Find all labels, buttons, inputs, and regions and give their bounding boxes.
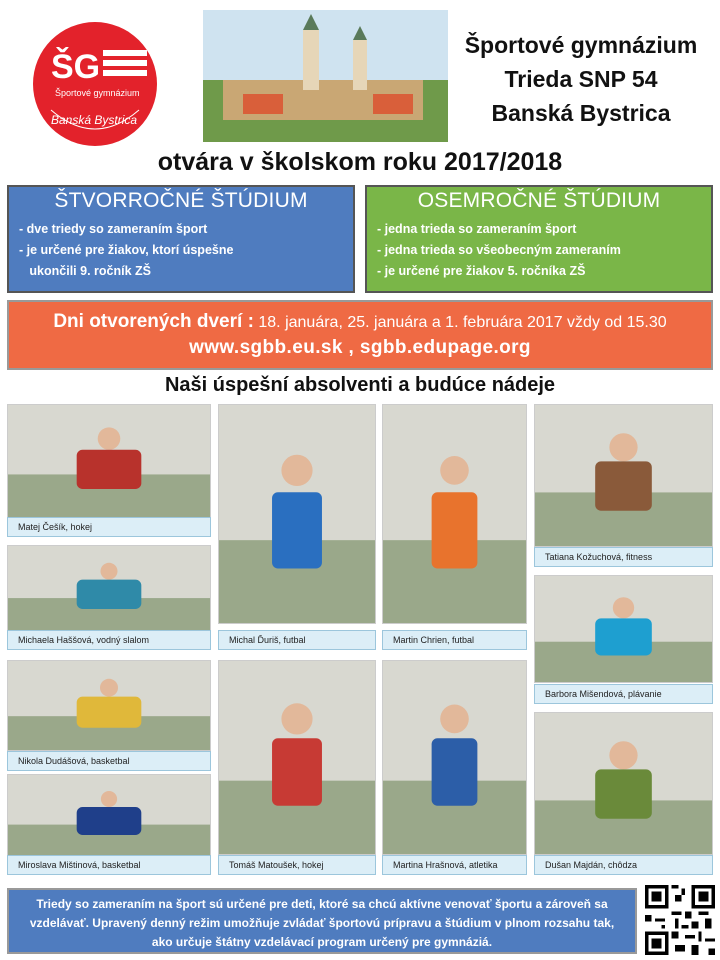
alumni-caption: Michaela Haššová, vodný slalom: [7, 630, 211, 650]
fitness-photo: [534, 404, 713, 547]
eight-year-item: - je určené pre žiakov 5. ročníka ZŠ: [377, 264, 586, 278]
school-address-line: Trieda SNP 54: [504, 66, 658, 92]
footer-note: Triedy so zameraním na šport sú určené pre deti, ktoré sa chcú aktívne venovať športu a zároveň sa vzdelávať. Upravený denný režim umožňuje zvládať športovú prípravu a štúdium v plnom rozsahu tak, ako určuje štátny vzdelávací program určený pre gymnáziá.: [7, 888, 637, 954]
footballer-photo: [218, 404, 376, 624]
eight-year-title: OSEMROČNÉ ŠTÚDIUM: [417, 189, 661, 212]
school-logo: [31, 20, 159, 148]
athlete-photo: [382, 660, 527, 855]
race-walker-photo: [534, 712, 713, 855]
four-year-item: - dve triedy so zameraním šport: [19, 222, 208, 236]
alumni-caption: Tomáš Matoušek, hokej: [218, 855, 376, 875]
alumni-caption: Nikola Dudášová, basketbal: [7, 751, 211, 771]
four-year-item: - je určené pre žiakov, ktorí úspešne: [19, 243, 234, 257]
alumni-caption: Miroslava Mištinová, basketbal: [7, 855, 211, 875]
basketball-player-photo: [7, 774, 211, 856]
svg-text:ŠG: ŠG: [51, 48, 101, 86]
four-year-item: ukončili 9. ročník ZŠ: [19, 264, 151, 278]
alumni-caption: Tatiana Kožuchová, fitness: [534, 547, 713, 567]
open-days-dates: 18. januára, 25. januára a 1. februára 2017 vždy od 15.30: [258, 314, 667, 331]
four-year-program-box: [7, 185, 355, 293]
svg-text:Športové gymnázium: Športové gymnázium: [55, 88, 140, 98]
footballer-photo: [382, 404, 527, 624]
opening-heading: otvára v školskom roku 2017/2018: [157, 148, 563, 176]
school-name: [450, 28, 712, 130]
eight-year-item: - jedna trieda so zameraním šport: [377, 222, 577, 236]
alumni-caption: Michal Ďuriš, futbal: [218, 630, 376, 650]
school-name-line: Športové gymnázium: [464, 32, 698, 58]
alumni-caption: Martin Chrien, futbal: [382, 630, 527, 650]
basketball-player-photo: [7, 660, 211, 751]
swimmer-photo: [534, 575, 713, 683]
alumni-caption: Dušan Majdán, chôdza: [534, 855, 713, 875]
open-days-label: Dni otvorených dverí :: [53, 311, 254, 332]
alumni-caption: Martina Hrašnová, atletika: [382, 855, 527, 875]
city-photo: [203, 10, 448, 142]
svg-text:Banská Bystrica: Banská Bystrica: [51, 113, 138, 127]
qr-code-icon[interactable]: [645, 885, 715, 955]
alumni-caption: Matej Češík, hokej: [7, 517, 211, 537]
hockey-player-photo: [218, 660, 376, 855]
hockey-player-photo: [7, 404, 211, 518]
alumni-caption: Barbora Mišendová, plávanie: [534, 684, 713, 704]
four-year-title: ŠTVORROČNÉ ŠTÚDIUM: [54, 189, 308, 212]
open-days-banner: [7, 300, 713, 370]
website-links[interactable]: www.sgbb.eu.sk , sgbb.edupage.org: [189, 337, 531, 358]
kayaker-photo: [7, 545, 211, 631]
alumni-heading: Naši úspešní absolventi a budúce nádeje: [164, 374, 556, 396]
eight-year-program-box: [365, 185, 713, 293]
school-city-line: Banská Bystrica: [491, 100, 671, 126]
eight-year-item: - jedna trieda so všeobecným zameraním: [377, 243, 621, 257]
